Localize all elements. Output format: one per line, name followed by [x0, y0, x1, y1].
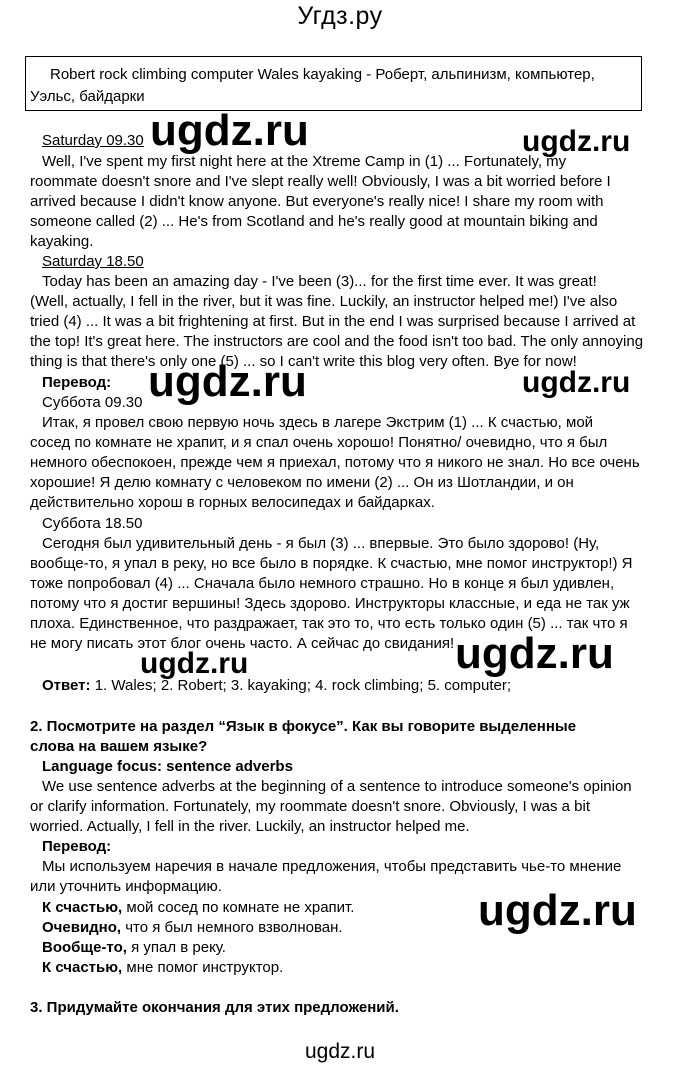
translation-line: Сегодня был удивительный день - я был (3) ... впервые. Это было здорово! (Ну,	[42, 535, 600, 552]
translation-line: немного обеспокоен, прежде чем я приехал, потому что я никого не знал. Но все очень	[30, 454, 640, 471]
page-title: Угдз.ру	[297, 2, 383, 30]
blog-line: the top! It's great here. The instructors are cool and the food isn't too bad. The only annoying	[30, 333, 644, 350]
translation-line: потому что я достиг вершины! Здесь здорово. Инструкторы классные, и еда не так уж	[30, 595, 630, 612]
watermark: ugdz.ru	[522, 366, 631, 399]
blog-date: Saturday 18.50	[42, 253, 144, 270]
watermark: ugdz.ru	[478, 886, 637, 935]
watermark: ugdz.ru	[150, 106, 309, 155]
translation-line: Итак, я провел свою первую ночь здесь в лагере Экстрим (1) ... К счастью, мой	[42, 414, 594, 431]
example-line	[42, 958, 283, 978]
example-line	[42, 938, 226, 958]
answer	[42, 676, 511, 696]
translation-line: хорошие! Я делю комнату с человеком по имени (2) ... Он из Шотландии, и он	[30, 474, 574, 491]
translation-label: Перевод:	[42, 374, 112, 391]
vocabulary-line: Robert rock climbing computer Wales kayaking - Роберт, альпинизм, компьютер,	[50, 66, 595, 83]
translation-line: не могу писать этот блог очень часто. А сейчас до свидания!	[30, 635, 455, 652]
blog-line: thing is that there's only one (5) ... so I can't write this blog very often. Bye for now!	[30, 353, 577, 370]
example-adverb: Очевидно,	[42, 919, 122, 936]
translation-date: Суббота 09.30	[42, 394, 143, 411]
blog-line: Today has been an amazing day - I've been (3)... for the first time ever. It was great!	[42, 273, 597, 290]
watermark: ugdz.ru	[455, 629, 614, 678]
answer-text: 1. Wales; 2. Robert; 3. kayaking; 4. rock climbing; 5. computer;	[90, 677, 511, 694]
blog-line: Well, I've spent my first night here at the Xtreme Camp in (1) ... Fortunately, my	[42, 153, 567, 170]
example-rest: мне помог инструктор.	[122, 959, 284, 976]
translation-line: тоже попробовал (4) ... Сначала было немного страшно. Но в конце я был удивлен,	[30, 575, 615, 592]
blog-line: tried (4) ... It was a bit frightening at first. But in the end I was surprised because I arrived at	[30, 313, 636, 330]
vocabulary-line: Уэльс, байдарки	[30, 88, 145, 105]
language-focus-line: or clarify information. Fortunately, my roommate doesn't snore. Obviously, I was a bit	[30, 798, 591, 815]
blog-line: someone called (2) ... He's from Scotland and he's really good at mountain biking and	[30, 213, 598, 230]
example-adverb: К счастью,	[42, 899, 123, 916]
example-line	[42, 918, 343, 938]
language-focus-line: worried. Actually, I fell in the river. Luckily, an instructor helped me.	[30, 818, 470, 835]
blog-date: Saturday 09.30	[42, 132, 144, 149]
watermark: ugdz.ru	[148, 357, 307, 406]
example-rest: что я был немного взволнован.	[121, 919, 343, 936]
translation-line: сосед по комнате не храпит, и я спал очень хорошо! Понятно/ очевидно, что я был	[30, 434, 608, 451]
example-rest: мой сосед по комнате не храпит.	[122, 899, 355, 916]
task-heading: слова на вашем языке?	[30, 738, 208, 755]
translation-line: или уточнить информацию.	[30, 878, 222, 895]
watermark: ugdz.ru	[522, 125, 631, 158]
blog-line: arrived because I didn't know anyone. But everyone's really nice! I share my room with	[30, 193, 604, 210]
translation-line: вообще-то, я упал в реку, но все было в порядке. К счастью, мне помог инструктор!) Я	[30, 555, 633, 572]
example-adverb: К счастью,	[42, 959, 123, 976]
translation-label: Перевод:	[42, 838, 112, 855]
translation-line: Мы используем наречия в начале предложения, чтобы представить чье-то мнение	[42, 858, 622, 875]
blog-line: (Well, actually, I fell in the river, but it was fine. Luckily, an instructor helped me!) I've also	[30, 293, 618, 310]
blog-line: kayaking.	[30, 233, 94, 250]
language-focus-line: We use sentence adverbs at the beginning of a sentence to introduce someone's opinion	[42, 778, 632, 795]
task-heading: 3. Придумайте окончания для этих предложений.	[30, 999, 399, 1016]
language-focus-title: Language focus: sentence adverbs	[42, 758, 293, 775]
answer-label: Ответ:	[42, 677, 91, 694]
example-adverb: Вообще-то,	[42, 939, 127, 956]
watermark: ugdz.ru	[140, 647, 249, 680]
vocabulary-text	[30, 64, 635, 108]
translation-line: плоха. Единственное, что раздражает, так это то, что есть только один (5) ... так что я	[30, 615, 628, 632]
example-rest: я упал в реку.	[126, 939, 226, 956]
translation-date: Суббота 18.50	[42, 515, 143, 532]
blog-line: roommate doesn't snore and I've slept really well! Obviously, I was a bit worried before I	[30, 173, 611, 190]
example-line	[42, 898, 354, 918]
translation-line: действительно хорош в горных велосипедах и байдарках.	[30, 494, 435, 511]
task-heading: 2. Посмотрите на раздел “Язык в фокусе”. Как вы говорите выделенные	[30, 718, 577, 735]
footer-watermark: ugdz.ru	[304, 1040, 376, 1063]
